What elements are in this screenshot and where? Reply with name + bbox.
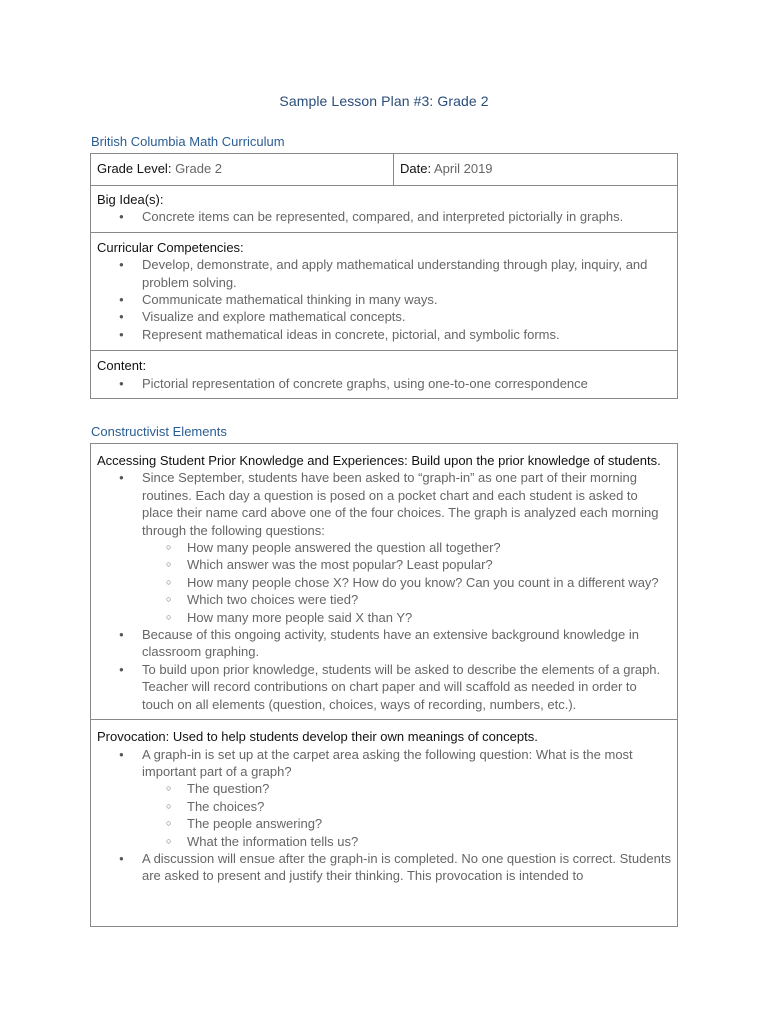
- option-item: ○ The question?: [142, 780, 671, 797]
- question-item: ○ How many people chose X? How do you know? Can you count in a different way?: [142, 574, 671, 591]
- list-item: ● Communicate mathematical thinking in many ways.: [97, 291, 671, 308]
- question-item: ○ How many people answered the question all together?: [142, 539, 671, 556]
- option-item: ○ The people answering?: [142, 815, 671, 832]
- content-label: Content:: [97, 358, 147, 374]
- question-item: ○ Which answer was the most popular? Least popular?: [142, 556, 671, 573]
- question-item: ○ How many more people said X than Y?: [142, 609, 671, 626]
- list-item: [97, 469, 671, 626]
- prior-knowledge-label: Accessing Student Prior Knowledge and Experiences: Build upon the prior knowledge of students.: [97, 453, 661, 468]
- content-row: [91, 350, 677, 398]
- constructivist-table: [90, 443, 678, 927]
- provocation-label-rest: : Used to help students develop their own meanings of concepts.: [165, 729, 538, 745]
- list-item: ● Develop, demonstrate, and apply mathematical understanding through play, inquiry, and problem solving.: [97, 256, 671, 291]
- list-item: ● Concrete items can be represented, compared, and interpreted pictorially in graphs.: [97, 208, 671, 225]
- grade-level-cell: [91, 154, 394, 185]
- list-item: ● Because of this ongoing activity, students have an extensive background knowledge in classroom graphing.: [97, 626, 671, 661]
- list-item: ● Pictorial representation of concrete graphs, using one-to-one correspondence: [97, 375, 671, 392]
- constructivist-heading: Constructivist Elements: [91, 424, 227, 439]
- question-item: ○ Which two choices were tied?: [142, 591, 671, 608]
- grade-level-value: Grade 2: [175, 161, 223, 176]
- page-title: Sample Lesson Plan #3: Grade 2: [279, 93, 489, 109]
- date-label: Date:: [400, 161, 432, 176]
- prior-knowledge-row: [91, 444, 677, 719]
- competencies-label: Curricular Competencies:: [97, 239, 244, 255]
- provocation-item-text: A graph-in is set up at the carpet area asking the following question: What is the most important part of a graph?: [142, 746, 633, 779]
- list-item: [97, 746, 671, 850]
- grade-date-row: [91, 154, 677, 185]
- provocation-row: [91, 719, 677, 891]
- provocation-label: [97, 728, 671, 745]
- big-ideas-row: [91, 185, 677, 232]
- option-item: ○ The choices?: [142, 798, 671, 815]
- list-item: ● Represent mathematical ideas in concrete, pictorial, and symbolic forms.: [97, 326, 671, 343]
- list-item: ● A discussion will ensue after the graph-in is completed. No one question is correct. Students are asked to present and justify their thinking. This provocation is intended to: [97, 850, 671, 885]
- date-value: April 2019: [433, 161, 493, 176]
- list-item: ● To build upon prior knowledge, students will be asked to describe the elements of a graph. Teacher will record contributions on chart paper and will scaffold as needed in order to touch on all elements (question, choices, ways of recording, numbers, etc.).: [97, 661, 671, 713]
- option-item: ○ What the information tells us?: [142, 833, 671, 850]
- grade-level-label: Grade Level:: [97, 161, 172, 176]
- competencies-row: [91, 232, 677, 350]
- curriculum-table: [90, 153, 678, 399]
- big-ideas-label: Big Idea(s):: [97, 192, 164, 207]
- prior-item-text: Since September, students have been asked to “graph-in” as one part of their morning routines. Each day a question is posed on a pocket chart and each student is asked to place their name card above one of the four choices. The graph is analyzed each morning through the following questions:: [142, 470, 659, 538]
- curriculum-heading: British Columbia Math Curriculum: [91, 134, 285, 149]
- list-item: ● Visualize and explore mathematical concepts.: [97, 308, 671, 325]
- date-cell: [394, 154, 677, 185]
- provocation-label-bold: Provocation: [97, 729, 166, 745]
